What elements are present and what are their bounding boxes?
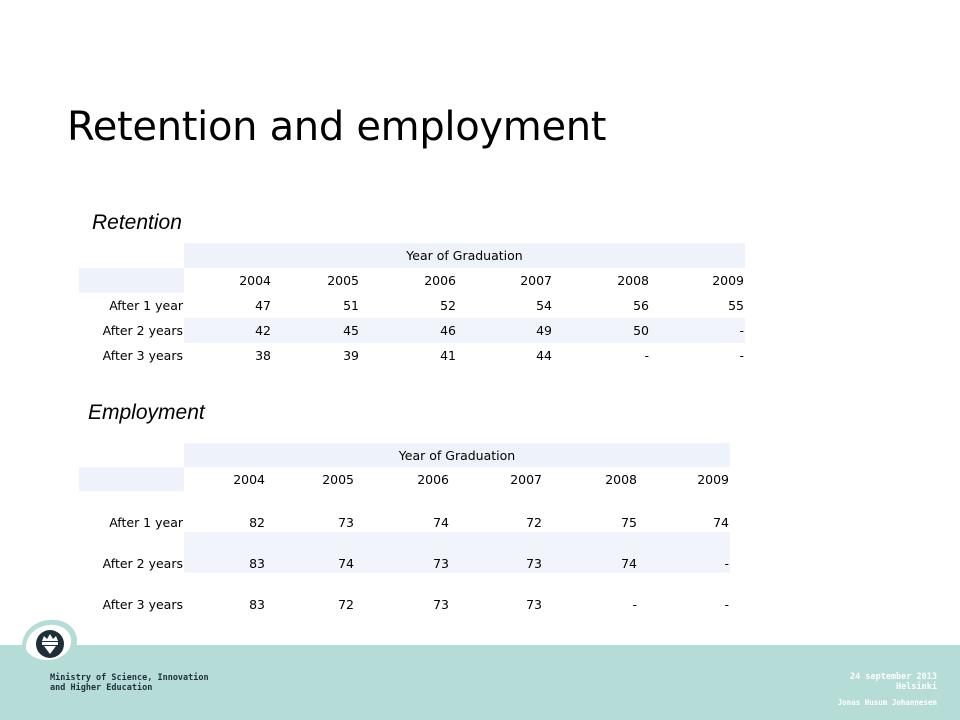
years-corner-cell <box>79 268 184 293</box>
value-cell: 74 <box>543 532 638 573</box>
employment-label: Employment <box>88 401 205 424</box>
row-label: After 2 years <box>79 532 184 573</box>
slide-title: Retention and employment <box>67 104 607 150</box>
value-cell: - <box>543 573 638 614</box>
value-cell: - <box>650 343 745 368</box>
row-label: After 3 years <box>79 343 184 368</box>
retention-label: Retention <box>92 211 182 234</box>
value-cell: 73 <box>355 573 450 614</box>
value-cell: 41 <box>360 343 457 368</box>
value-cell: - <box>553 343 650 368</box>
year-cell: 2004 <box>184 467 266 491</box>
year-of-graduation-header: Year of Graduation <box>184 443 730 467</box>
row-label: After 1 year <box>79 293 184 318</box>
value-cell: 72 <box>450 491 543 532</box>
footer-date: 24 september 2013 <box>850 672 937 682</box>
header-corner-cell <box>79 243 184 268</box>
ministry-name <box>50 673 209 693</box>
year-cell: 2006 <box>355 467 450 491</box>
row-label: After 1 year <box>79 491 184 532</box>
value-cell: 74 <box>638 491 730 532</box>
value-cell: 42 <box>184 318 272 343</box>
value-cell: 83 <box>184 573 266 614</box>
value-cell: 75 <box>543 491 638 532</box>
year-cell: 2007 <box>450 467 543 491</box>
table-row <box>79 491 730 532</box>
value-cell: 73 <box>355 532 450 573</box>
employment-table <box>79 443 730 614</box>
header-corner-cell <box>79 443 184 467</box>
years-corner-cell <box>79 467 184 491</box>
value-cell: 51 <box>272 293 360 318</box>
table-header-row <box>79 443 730 467</box>
value-cell: 55 <box>650 293 745 318</box>
table-row <box>79 573 730 614</box>
footer-place: Helsinki <box>896 682 937 692</box>
year-cell: 2005 <box>266 467 355 491</box>
crown-emblem-icon <box>18 616 80 668</box>
value-cell: 52 <box>360 293 457 318</box>
value-cell: 39 <box>272 343 360 368</box>
ministry-line-1: Ministry of Science, Innovation <box>50 673 209 683</box>
ministry-line-2: and Higher Education <box>50 683 153 693</box>
value-cell: - <box>638 532 730 573</box>
value-cell: 74 <box>266 532 355 573</box>
table-years-row <box>79 467 730 491</box>
value-cell: 54 <box>457 293 553 318</box>
value-cell: 49 <box>457 318 553 343</box>
value-cell: 44 <box>457 343 553 368</box>
value-cell: 46 <box>360 318 457 343</box>
value-cell: 56 <box>553 293 650 318</box>
table-row <box>79 318 745 343</box>
value-cell: 73 <box>450 532 543 573</box>
value-cell: 73 <box>450 573 543 614</box>
row-label: After 3 years <box>79 573 184 614</box>
year-cell: 2005 <box>272 268 360 293</box>
value-cell: 45 <box>272 318 360 343</box>
year-cell: 2009 <box>650 268 745 293</box>
year-cell: 2004 <box>184 268 272 293</box>
year-cell: 2009 <box>638 467 730 491</box>
value-cell: 38 <box>184 343 272 368</box>
footer-author: Jonas Husum Johannesen <box>837 698 937 707</box>
value-cell: 82 <box>184 491 266 532</box>
year-cell: 2008 <box>553 268 650 293</box>
value-cell: 72 <box>266 573 355 614</box>
table-header-row <box>79 243 745 268</box>
table-row <box>79 532 730 573</box>
table-row <box>79 343 745 368</box>
year-cell: 2006 <box>360 268 457 293</box>
value-cell: - <box>638 573 730 614</box>
value-cell: 47 <box>184 293 272 318</box>
table-row <box>79 293 745 318</box>
value-cell: 73 <box>266 491 355 532</box>
ministry-logo <box>18 616 80 668</box>
footer-meta <box>838 672 937 708</box>
retention-table <box>79 243 745 368</box>
value-cell: 74 <box>355 491 450 532</box>
year-cell: 2007 <box>457 268 553 293</box>
table-years-row <box>79 268 745 293</box>
year-cell: 2008 <box>543 467 638 491</box>
value-cell: - <box>650 318 745 343</box>
value-cell: 50 <box>553 318 650 343</box>
year-of-graduation-header: Year of Graduation <box>184 243 745 268</box>
row-label: After 2 years <box>79 318 184 343</box>
value-cell: 83 <box>184 532 266 573</box>
